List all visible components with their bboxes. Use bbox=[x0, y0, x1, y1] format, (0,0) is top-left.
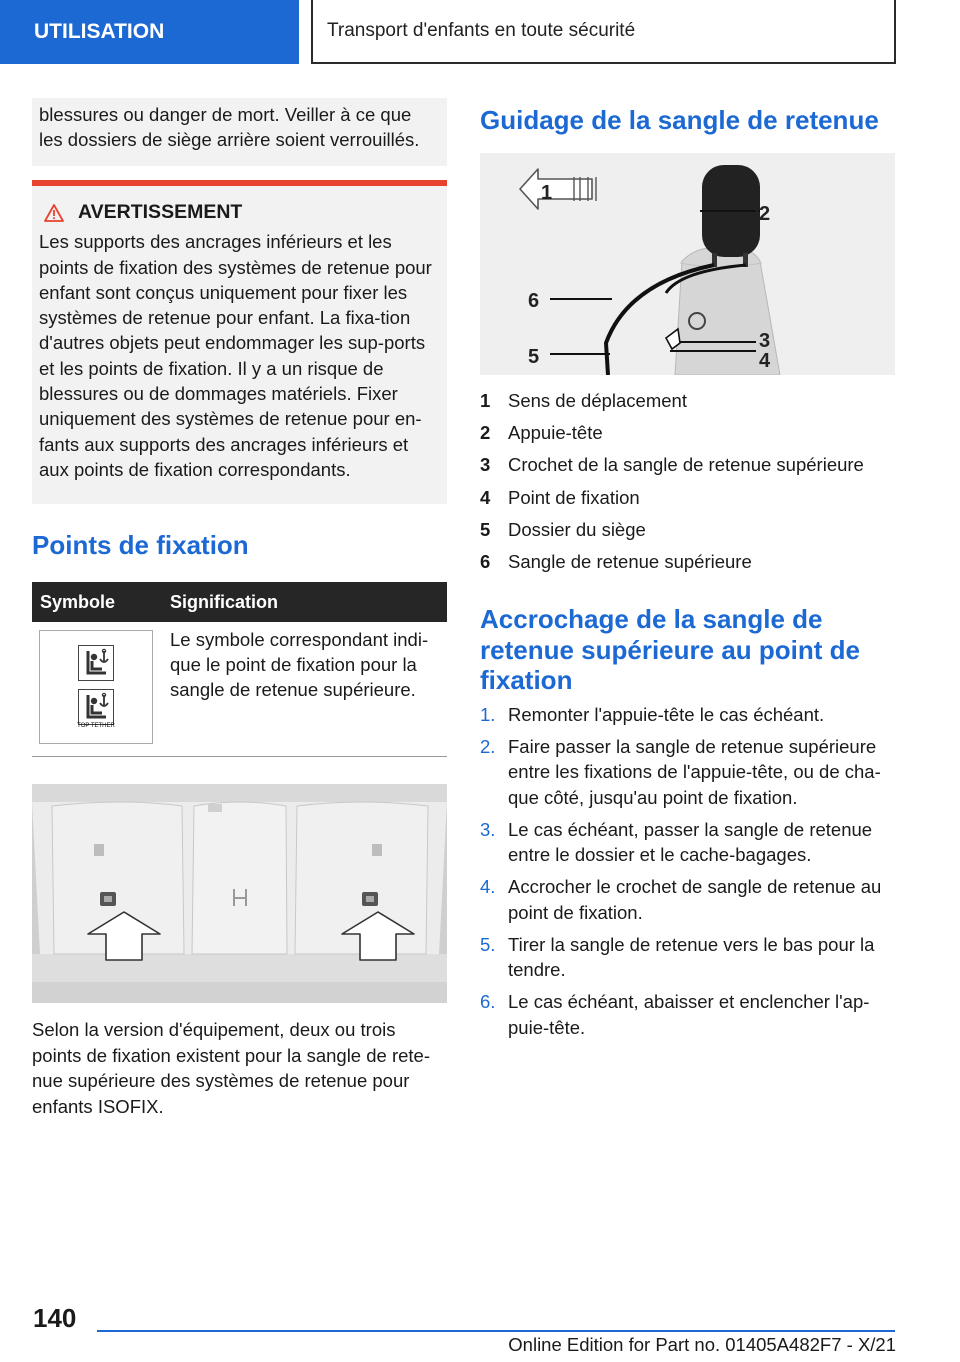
legend-num: 3 bbox=[480, 454, 491, 476]
hook-heading: Accrochage de la sangle de retenue supérieure au point de fixation bbox=[480, 604, 860, 696]
list-item bbox=[480, 514, 895, 546]
page-number: 140 bbox=[33, 1303, 77, 1333]
step-text: Le cas échéant, passer la sangle de retenue entre le dossier et le cache-bagages. bbox=[508, 818, 873, 866]
trunk-anchors-photo bbox=[32, 784, 447, 1003]
legend-num: 6 bbox=[480, 551, 491, 573]
legend-label: Crochet de la sangle de retenue supérieure bbox=[508, 454, 864, 476]
legend-label: Appuie-tête bbox=[508, 422, 603, 444]
callout-2: 2 bbox=[759, 203, 771, 225]
list-item bbox=[480, 702, 895, 728]
legend-label: Point de fixation bbox=[508, 486, 640, 508]
intro-note-text: blessures ou danger de mort. Veiller à ce que les dossiers de siège arrière soient verrouillés. bbox=[39, 104, 420, 150]
col-symbol-header: Symbole bbox=[32, 582, 164, 622]
list-item bbox=[480, 932, 895, 983]
warning-triangle-icon bbox=[44, 204, 64, 222]
callout-5: 5 bbox=[528, 346, 540, 368]
child-seat-anchor-icon bbox=[78, 645, 114, 681]
col-meaning-header: Signification bbox=[164, 582, 447, 622]
step-num: 5. bbox=[480, 933, 496, 955]
step-text: Faire passer la sangle de retenue supérieure entre les fixations de l'appuie-tête, ou de cha-que côté, jusqu'au point de fixation. bbox=[508, 735, 881, 808]
list-item bbox=[480, 385, 895, 417]
step-num: 2. bbox=[480, 735, 496, 757]
points-body: Selon la version d'équipement, deux ou trois points de fixation existent pour la sangle de rete-nue supérieure des systèmes de retenue pour enfants ISOFIX. bbox=[32, 1019, 430, 1117]
steps-list bbox=[480, 702, 895, 1041]
tether-routing-diagram bbox=[480, 153, 895, 375]
table-row bbox=[32, 622, 447, 757]
step-text: Remonter l'appuie-tête le cas échéant. bbox=[508, 703, 825, 725]
chapter-header bbox=[311, 0, 896, 64]
legend-label: Dossier du siège bbox=[508, 518, 646, 540]
step-num: 4. bbox=[480, 876, 496, 898]
symbol-table bbox=[32, 582, 447, 757]
list-item bbox=[480, 734, 895, 811]
intro-note bbox=[32, 98, 447, 166]
step-num: 1. bbox=[480, 703, 496, 725]
chapter-title: Transport d'enfants en toute sécurité bbox=[327, 20, 636, 41]
list-item bbox=[480, 449, 895, 481]
callout-4: 4 bbox=[759, 350, 771, 372]
legend-label: Sangle de retenue supérieure bbox=[508, 551, 752, 573]
legend-num: 4 bbox=[480, 486, 491, 508]
step-num: 3. bbox=[480, 818, 496, 840]
callout-3: 3 bbox=[759, 330, 771, 352]
list-item bbox=[480, 874, 895, 925]
list-item bbox=[480, 546, 895, 578]
step-text: Tirer la sangle de retenue vers le bas pour la tendre. bbox=[508, 933, 875, 981]
section-title: UTILISATION bbox=[34, 20, 165, 43]
list-item bbox=[480, 417, 895, 449]
top-tether-icon bbox=[78, 689, 114, 725]
step-text: Accrocher le crochet de sangle de retenue au point de fixation. bbox=[508, 876, 882, 923]
edition-footer: Online Edition for Part no. 01405A482F7 - X/21 bbox=[508, 1334, 896, 1355]
warning-text: Les supports des ancrages inférieurs et les points de fixation des systèmes de retenue pour enfant sont conçus uniquement pour fixer les systèmes de retenue pour enfant. La fixa-tion d'autres objets peut endommager les sup-ports et les points de fixation. Il y a un risque de blessures ou de dommages matériels. Fixer uniquement des systèmes de retenue pour en-fants aux supports des ancrages inférieurs et aux points de fixation correspondants. bbox=[39, 231, 432, 480]
warning-header bbox=[39, 200, 439, 225]
guide-heading: Guidage de la sangle de retenue bbox=[480, 105, 879, 135]
list-item bbox=[480, 482, 895, 514]
right-column bbox=[480, 98, 895, 1047]
warning-title: AVERTISSEMENT bbox=[78, 201, 243, 223]
step-num: 6. bbox=[480, 991, 496, 1013]
callout-1: 1 bbox=[541, 182, 553, 204]
symbol-description: Le symbole correspondant indi-que le point de fixation pour la sangle de retenue supérieure. bbox=[164, 622, 447, 757]
top-tether-label: TOP TETHER bbox=[77, 723, 115, 730]
legend-num: 2 bbox=[480, 422, 491, 444]
legend-label: Sens de déplacement bbox=[508, 390, 687, 412]
points-heading: Points de fixation bbox=[32, 530, 249, 561]
list-item bbox=[480, 817, 895, 868]
legend-num: 1 bbox=[480, 390, 491, 412]
step-text: Le cas échéant, abaisser et enclencher l'ap-puie-tête. bbox=[508, 991, 870, 1038]
symbol-frame bbox=[39, 630, 153, 744]
left-column bbox=[32, 98, 447, 1119]
footer-divider bbox=[97, 1330, 895, 1332]
callout-6: 6 bbox=[528, 290, 540, 312]
list-item bbox=[480, 989, 895, 1040]
symbol-cell bbox=[32, 622, 164, 757]
legend-num: 5 bbox=[480, 518, 491, 540]
warning-box bbox=[32, 180, 447, 504]
diagram-legend bbox=[480, 385, 895, 578]
section-tab[interactable] bbox=[0, 0, 299, 64]
symbol-table-header bbox=[32, 582, 447, 622]
